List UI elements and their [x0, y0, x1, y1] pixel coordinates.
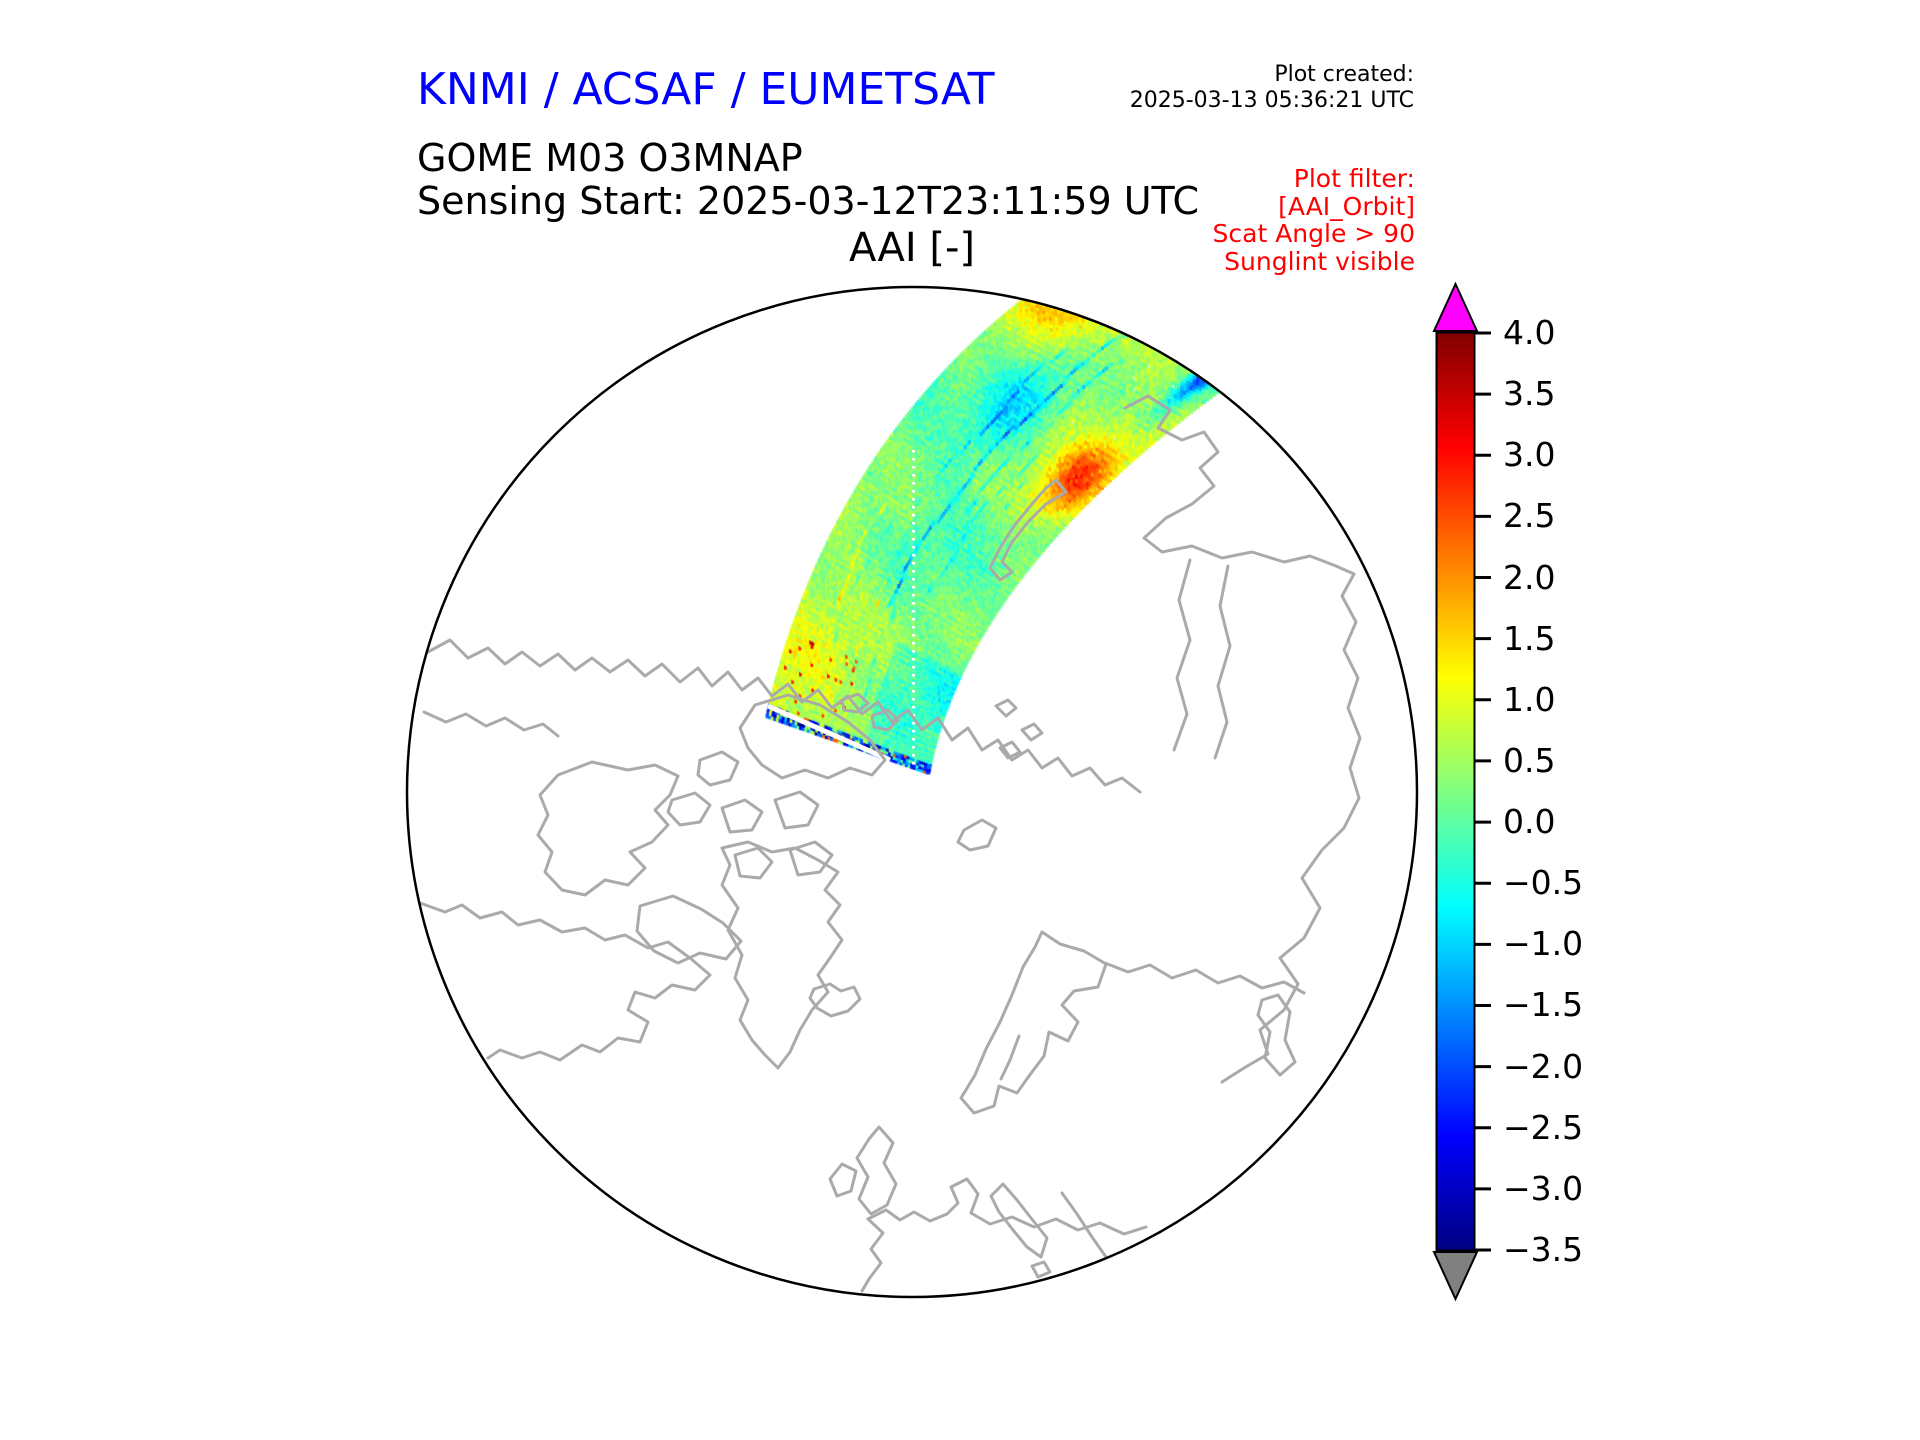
colorbar-tick-label: 4.0	[1503, 313, 1556, 352]
swath-gap-lines	[758, 706, 890, 768]
colorbar-tick-label: 0.0	[1503, 802, 1556, 842]
agency-title: KNMI / ACSAF / EUMETSAT	[417, 64, 995, 115]
colorbar-tick-label: −0.5	[1503, 863, 1584, 903]
colorbar-tick-label: −2.5	[1503, 1107, 1584, 1147]
colorbar-tick-label: 3.5	[1503, 374, 1556, 414]
colorbar-tick-label: 2.0	[1503, 557, 1556, 597]
colorbar-tick-label: −1.0	[1503, 924, 1584, 964]
colorbar-tick-label: −3.5	[1503, 1230, 1584, 1269]
colorbar-tick-label: 3.0	[1503, 435, 1556, 475]
plot-filter-line: Plot filter:	[1293, 164, 1415, 193]
colorbar-ticks	[1474, 333, 1491, 1250]
colorbar-tick-label: −3.0	[1503, 1168, 1584, 1208]
colorbar-tick-label: 1.0	[1503, 679, 1556, 719]
colorbar-tick-label: 1.5	[1503, 618, 1556, 658]
plot-filter-line: Sunglint visible	[1224, 246, 1415, 276]
map-boundary-circle	[407, 287, 1417, 1297]
product-title: GOME M03 O3MNAP	[417, 136, 803, 180]
plot-filter-block	[1213, 165, 1415, 275]
colorbar-over-arrow	[1434, 284, 1477, 331]
plot-created-timestamp: 2025-03-13 05:36:21 UTC	[1129, 88, 1414, 113]
plot-created-block	[1130, 62, 1414, 114]
chart-title: AAI [-]	[849, 225, 975, 271]
colorbar-tick-label: −1.5	[1503, 985, 1584, 1025]
colorbar-tick-label: 0.5	[1503, 740, 1556, 780]
colorbar-tick-label: −2.0	[1503, 1046, 1584, 1086]
colorbar-gradient	[1437, 333, 1475, 1251]
colorbar-under-arrow	[1434, 1252, 1477, 1299]
plot-filter-line: Scat Angle > 90	[1212, 219, 1415, 248]
sensing-start: Sensing Start: 2025-03-12T23:11:59 UTC	[417, 179, 1200, 223]
colorbar	[1434, 284, 1491, 1299]
plot-created-label: Plot created:	[1274, 62, 1414, 87]
plot-filter-line: [AAI_Orbit]	[1278, 191, 1415, 221]
colorbar-tick-label: 2.5	[1503, 496, 1556, 536]
